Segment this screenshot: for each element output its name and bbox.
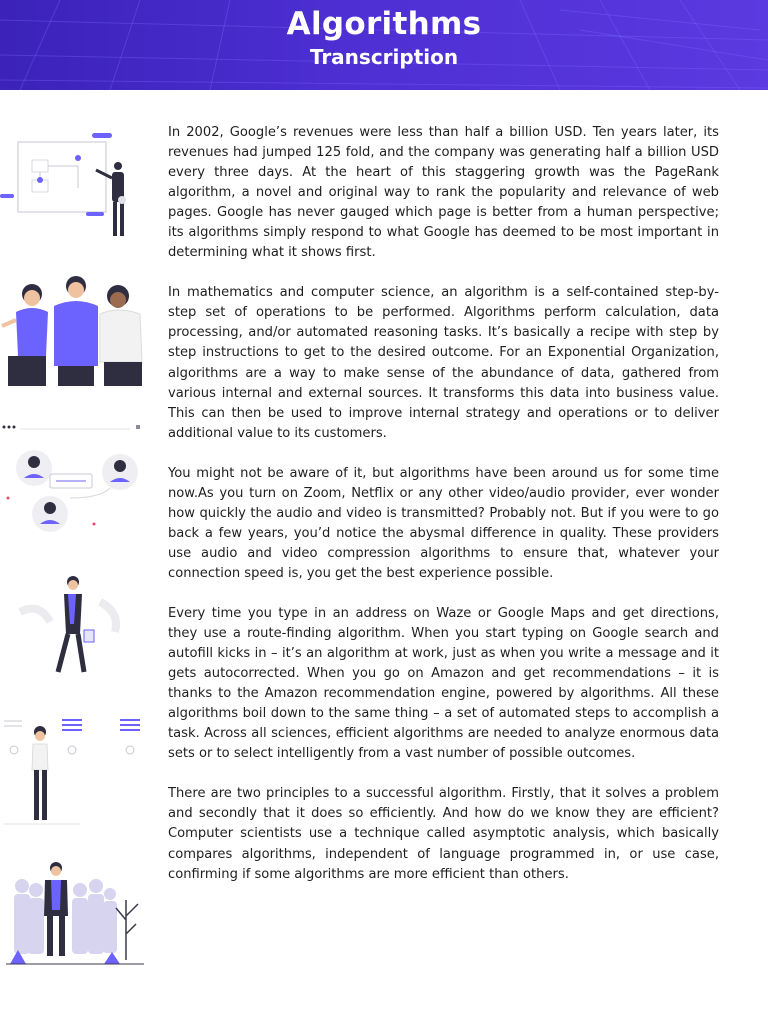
header-banner <box>0 0 768 90</box>
page-title: Algorithms <box>286 6 482 42</box>
person-with-menu-illustration <box>0 712 150 827</box>
paragraph-3: You might not be aware of it, but algorithms have been around us for some time now.As you turn on Zoom, Netflix or any other video/audio provider, ever wonder how quickly the audio and video is transmitted? Probably not. But if you were to go back a few years, you’d notice the abysmal difference in quality. These providers use audio and video compression algorithms to ensure that, whatever your connection speed is, you get the best experience possible. <box>168 465 719 581</box>
paragraph-2: In mathematics and computer science, an algorithm is a self-contained step-by-step set of operations to be performed. Algorithms perform calculation, data processing, and/or automated reasoning tasks. It’s basically a recipe with step by step instructions to get to the desired outcome. For an Exponential Organization, algorithms are a way to make sense of the abundance of data, gathered from various internal and external sources. It transforms this data into business value. This can then be used to improve internal strategy and operations or to deliver additional value to its customers. <box>168 285 719 441</box>
video-call-illustration <box>0 438 150 538</box>
divider-icon <box>0 420 150 434</box>
presenter-diagram-illustration <box>0 128 150 243</box>
article-body <box>168 123 719 905</box>
paragraph-4: Every time you type in an address on Waze or Google Maps and get directions, they use a route-finding algorithm. When you start typing on Google search and autofill kicks in – it’s an algorithm at work, just as when you write a message and it gets autocorrected. When you go on Amazon and get recommendations – it is thanks to the Amazon recommendation engine, powered by algorithms. All these algorithms boil down to the same thing – a set of automated steps to accomplish a task. Across all sciences, efficient algorithms are needed to analyze enormous data sets or to select intelligently from a vast number of possible outcomes. <box>168 605 719 762</box>
page-subtitle: Transcription <box>309 45 459 69</box>
walking-person-illustration <box>0 572 150 682</box>
paragraph-5: There are two principles to a successful algorithm. Firstly, that it solves a problem and secondly that it does so efficiently. And how do we know they are efficient? Computer scientists use a technique called asymptotic analysis, which basically compares algorithms, independent of language programmed in, or use case, confirming if some algorithms are more efficient than others. <box>168 786 719 882</box>
team-people-illustration <box>0 276 150 391</box>
crowd-group-illustration <box>0 860 150 975</box>
paragraph-1: In 2002, Google’s revenues were less than half a billion USD. Ten years later, its revenues had jumped 125 fold, and the company was generating half a billion USD every three days. At the heart of this staggering growth was the PageRank algorithm, a novel and original way to rank the popularity and relevance of web pages. Google has never gauged which page is better from a human perspective; its algorithms simply respond to what Google has deemed to be most important in determining what it shows first. <box>168 125 719 261</box>
